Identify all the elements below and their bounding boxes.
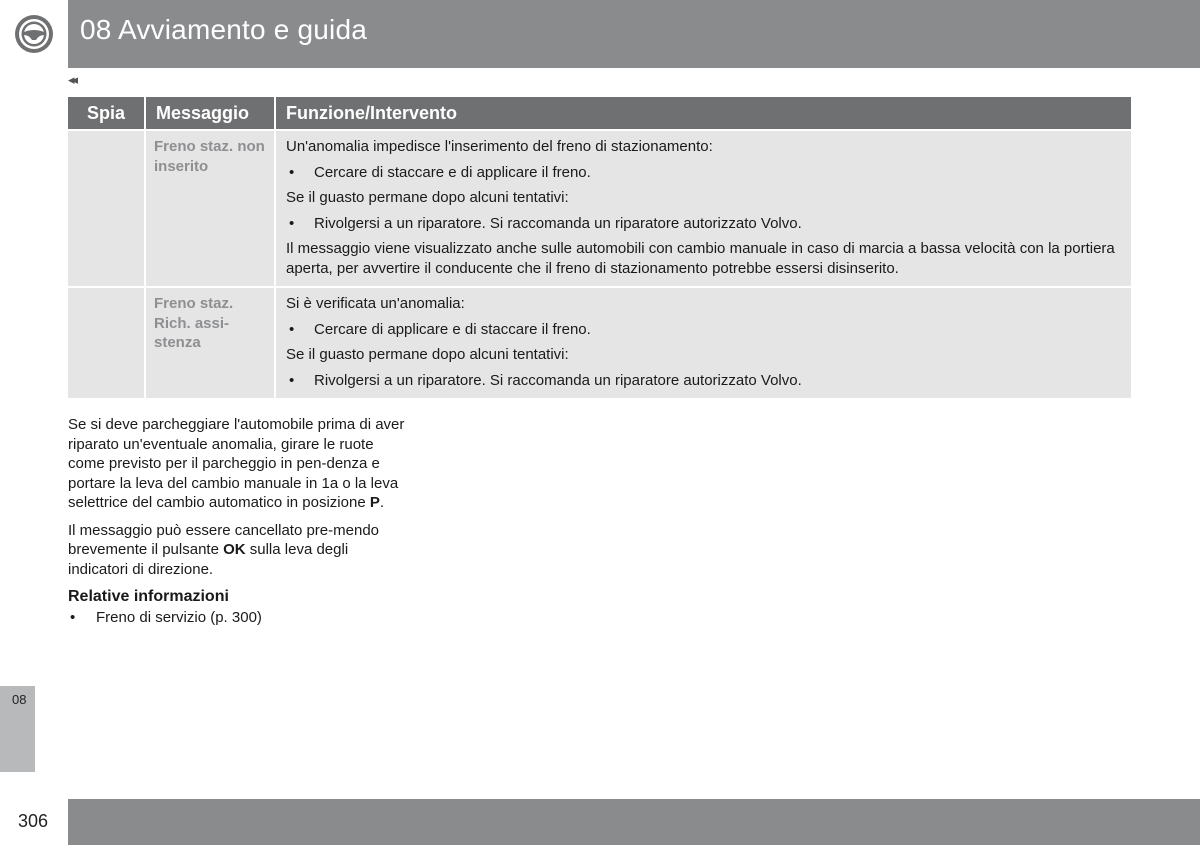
header-icon-box [0,0,68,68]
related-info-text[interactable]: Freno di servizio (p. 300) [96,608,262,626]
paragraph [68,521,408,580]
function-cell [275,130,1131,287]
table-header-row [68,97,1131,130]
paragraph-text: Se si deve parcheggiare l'automobile prima di aver riparato un'eventuale anomalia, girare le ruote come previsto per il parcheggio in pen-denza e portare la leva del cambio manuale in 1a o la leva selettrice del cambio automatico in posizione [68,416,405,511]
paragraph-text: . [379,494,385,511]
bullet-item [286,163,1115,183]
bullet-icon: • [289,214,295,232]
continued-marker: ◂◂ [68,72,76,87]
bullet-text: Rivolgersi a un riparatore. Si raccomanda un riparatore autorizzato Volvo. [314,214,802,232]
function-text: Se il guasto permane dopo alcuni tentativi: [286,346,569,363]
bullet-icon: • [289,163,295,181]
function-text: Il messaggio viene visualizzato anche sulle automobili con cambio manuale in caso di marcia a bassa velocità con la portiera aperta, per avvertire il conducente che il freno di stazionamento potrebbe essersi disinserito. [286,240,1115,277]
table-row [68,130,1131,287]
related-info-title: Relative informazioni [68,588,229,605]
column-header-spia: Spia [68,97,145,130]
bullet-icon: • [289,320,295,338]
bullet-item [286,320,1115,340]
column-header-messaggio: Messaggio [145,97,275,130]
bullet-icon: • [289,371,295,389]
paragraph-text: sulla leva degli indicatori di direzione. [68,541,349,578]
chapter-title: 08 Avviamento e guida [80,14,368,45]
spia-cell [68,287,145,398]
function-text: Si è verificata un'anomalia: [286,295,465,312]
bullet-item [286,371,1115,391]
related-info-link[interactable] [68,608,408,628]
message-cell: Freno staz. non inserito [145,130,275,287]
message-cell: Freno staz. Rich. assi-stenza [145,287,275,398]
page-number: 306 [18,811,49,831]
function-text: Se il guasto permane dopo alcuni tentativi: [286,189,569,206]
spia-cell [68,130,145,287]
column-header-funzione: Funzione/Intervento [275,97,1131,130]
bullet-icon: • [70,608,76,626]
table-row [68,287,1131,398]
footer-bar [68,799,1200,845]
bullet-text: Cercare di staccare e di applicare il freno. [314,163,591,181]
header-strip [0,68,68,80]
bullet-item [286,214,1115,234]
body-text [68,415,408,627]
paragraph-bold: P [369,494,380,511]
paragraph-text: Il messaggio può essere cancellato pre-mendo brevemente il pulsante [68,521,380,558]
message-table [68,97,1131,398]
chapter-side-tab-label: 08 [12,692,27,707]
paragraph [68,415,408,513]
steering-wheel-icon [14,14,54,54]
paragraph-bold: OK [223,541,246,558]
function-cell [275,287,1131,398]
function-text: Un'anomalia impedisce l'inserimento del freno di stazionamento: [286,138,713,155]
bullet-text: Rivolgersi a un riparatore. Si raccomanda un riparatore autorizzato Volvo. [314,371,802,389]
bullet-text: Cercare di applicare e di staccare il freno. [314,320,591,338]
